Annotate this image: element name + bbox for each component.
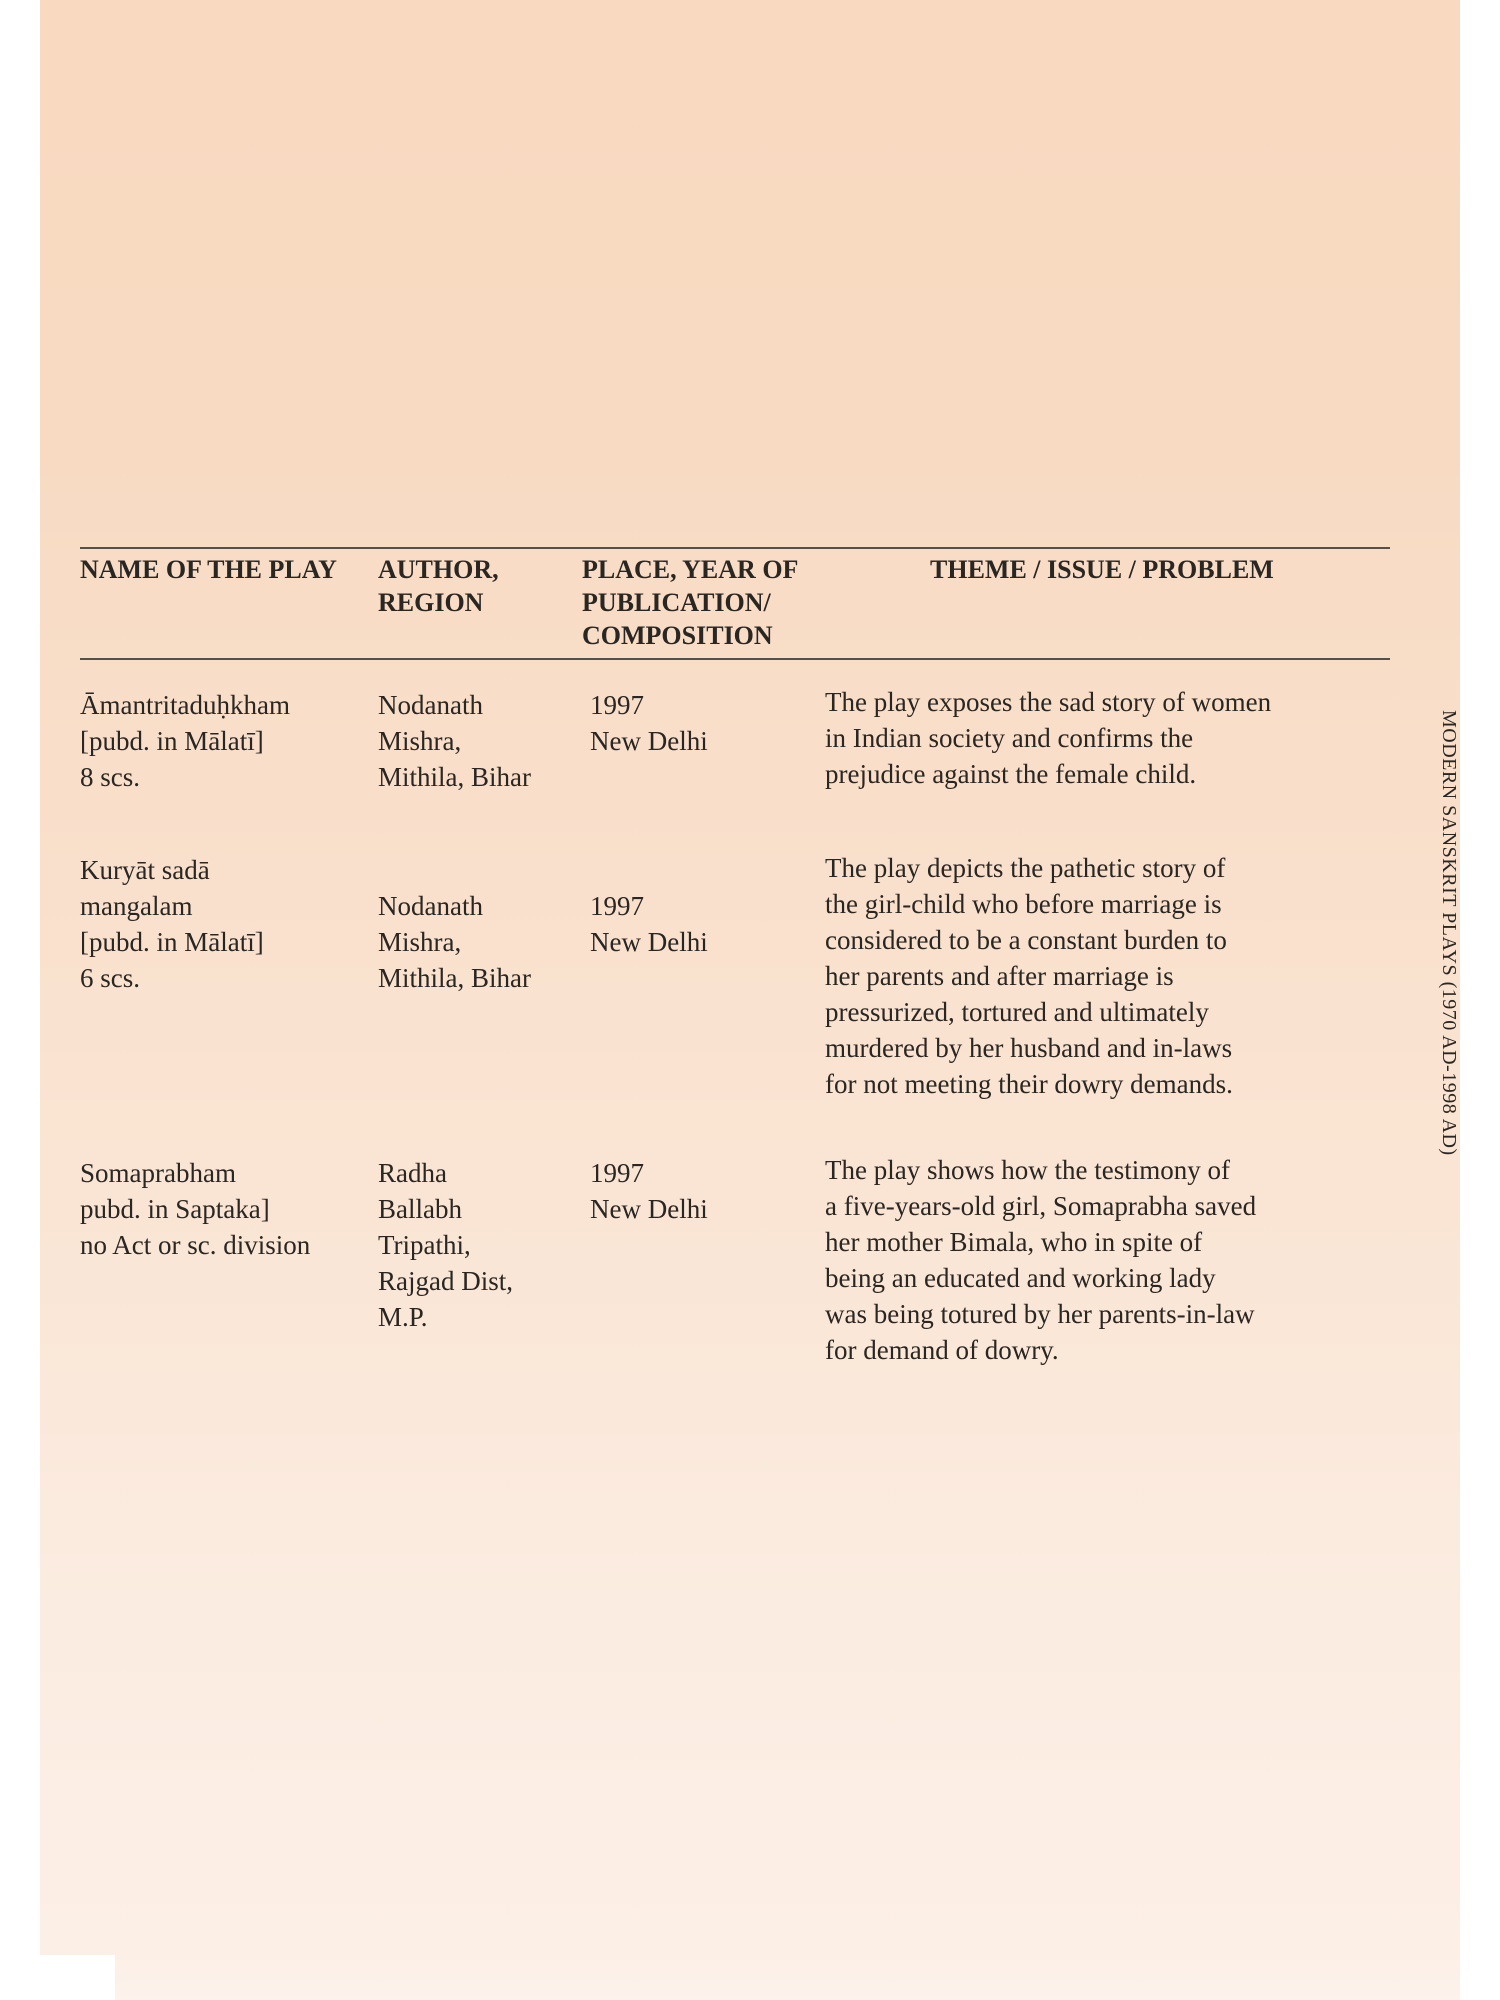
cell-line: Kuryāt sadā xyxy=(80,855,210,885)
page-corner-gap xyxy=(40,1955,115,2000)
running-head: MODERN SANSKRIT PLAYS (1970 AD-1998 AD) xyxy=(1438,710,1460,1156)
cell-line: The play shows how the testimony of xyxy=(825,1155,1230,1185)
header-line: PUBLICATION/ xyxy=(582,588,771,617)
cell-line: her mother Bimala, who in spite of xyxy=(825,1227,1203,1257)
cell-line: Mithila, Bihar xyxy=(378,963,531,993)
cell-line: 8 scs. xyxy=(80,762,140,792)
page-bottom-strip xyxy=(115,1955,1460,2000)
cell-line: Rajgad Dist, xyxy=(378,1266,513,1296)
row-3-name xyxy=(80,1155,370,1263)
cell-line: Nodanath xyxy=(378,891,483,921)
cell-line: Mishra, xyxy=(378,927,462,957)
cell-line: New Delhi xyxy=(590,726,708,756)
header-author-region xyxy=(378,553,568,619)
cell-line: 6 scs. xyxy=(80,963,140,993)
row-1-place xyxy=(590,687,790,759)
cell-line: was being totured by her parents-in-law xyxy=(825,1299,1255,1329)
cell-line: murdered by her husband and in-laws xyxy=(825,1033,1233,1063)
row-2-place xyxy=(590,888,790,960)
row-2-author xyxy=(378,888,578,996)
cell-line: 1997 xyxy=(590,690,644,720)
row-1-name xyxy=(80,687,370,795)
cell-line: Somaprabham xyxy=(80,1158,236,1188)
cell-line: [pubd. in Mālatī] xyxy=(80,726,264,756)
show-through-marks xyxy=(1345,0,1405,504)
cell-line: M.P. xyxy=(378,1302,428,1332)
cell-line: the girl-child who before marriage is xyxy=(825,889,1222,919)
cell-line: mangalam xyxy=(80,891,193,921)
header-place-year xyxy=(582,553,832,652)
header-line: REGION xyxy=(378,588,484,617)
cell-line: Mithila, Bihar xyxy=(378,762,531,792)
cell-line: for demand of dowry. xyxy=(825,1335,1059,1365)
cell-line: in Indian society and confirms the xyxy=(825,723,1194,753)
cell-line: Tripathi, xyxy=(378,1230,471,1260)
header-line: COMPOSITION xyxy=(582,621,773,650)
table-top-rule xyxy=(80,547,1390,549)
cell-line: Radha xyxy=(378,1158,447,1188)
cell-line: Mishra, xyxy=(378,726,462,756)
row-2-theme xyxy=(825,850,1410,1102)
table-header-rule xyxy=(80,658,1390,660)
cell-line: being an educated and working lady xyxy=(825,1263,1216,1293)
header-theme-issue xyxy=(885,553,1390,586)
row-1-theme xyxy=(825,684,1410,792)
cell-line: considered to be a constant burden to xyxy=(825,925,1227,955)
cell-line: 1997 xyxy=(590,891,644,921)
cell-line: [pubd. in Mālatī] xyxy=(80,927,264,957)
cell-line: The play exposes the sad story of women xyxy=(825,687,1272,717)
header-line: PLACE, YEAR OF xyxy=(582,555,799,584)
cell-line: no Act or sc. division xyxy=(80,1230,311,1260)
cell-line: The play depicts the pathetic story of xyxy=(825,853,1226,883)
document-page xyxy=(40,0,1460,1955)
cell-line: New Delhi xyxy=(590,1194,708,1224)
cell-line: Āmantritaduḥkham xyxy=(80,690,290,720)
header-line: AUTHOR, xyxy=(378,555,499,584)
header-line: THEME / ISSUE / PROBLEM xyxy=(930,555,1274,584)
row-1-author xyxy=(378,687,578,795)
cell-line: her parents and after marriage is xyxy=(825,961,1174,991)
cell-line: a five-years-old girl, Somaprabha saved xyxy=(825,1191,1257,1221)
header-name-of-play xyxy=(80,553,380,586)
cell-line: pressurized, tortured and ultimately xyxy=(825,997,1209,1027)
cell-line: prejudice against the female child. xyxy=(825,759,1197,789)
cell-line: New Delhi xyxy=(590,927,708,957)
row-3-author xyxy=(378,1155,578,1335)
cell-line: pubd. in Saptaka] xyxy=(80,1194,270,1224)
row-2-name xyxy=(80,852,370,996)
row-3-place xyxy=(590,1155,790,1227)
cell-line: 1997 xyxy=(590,1158,644,1188)
cell-line: for not meeting their dowry demands. xyxy=(825,1069,1233,1099)
row-3-theme xyxy=(825,1152,1410,1368)
header-line: NAME OF THE PLAY xyxy=(80,555,337,584)
cell-line: Nodanath xyxy=(378,690,483,720)
cell-line: Ballabh xyxy=(378,1194,462,1224)
